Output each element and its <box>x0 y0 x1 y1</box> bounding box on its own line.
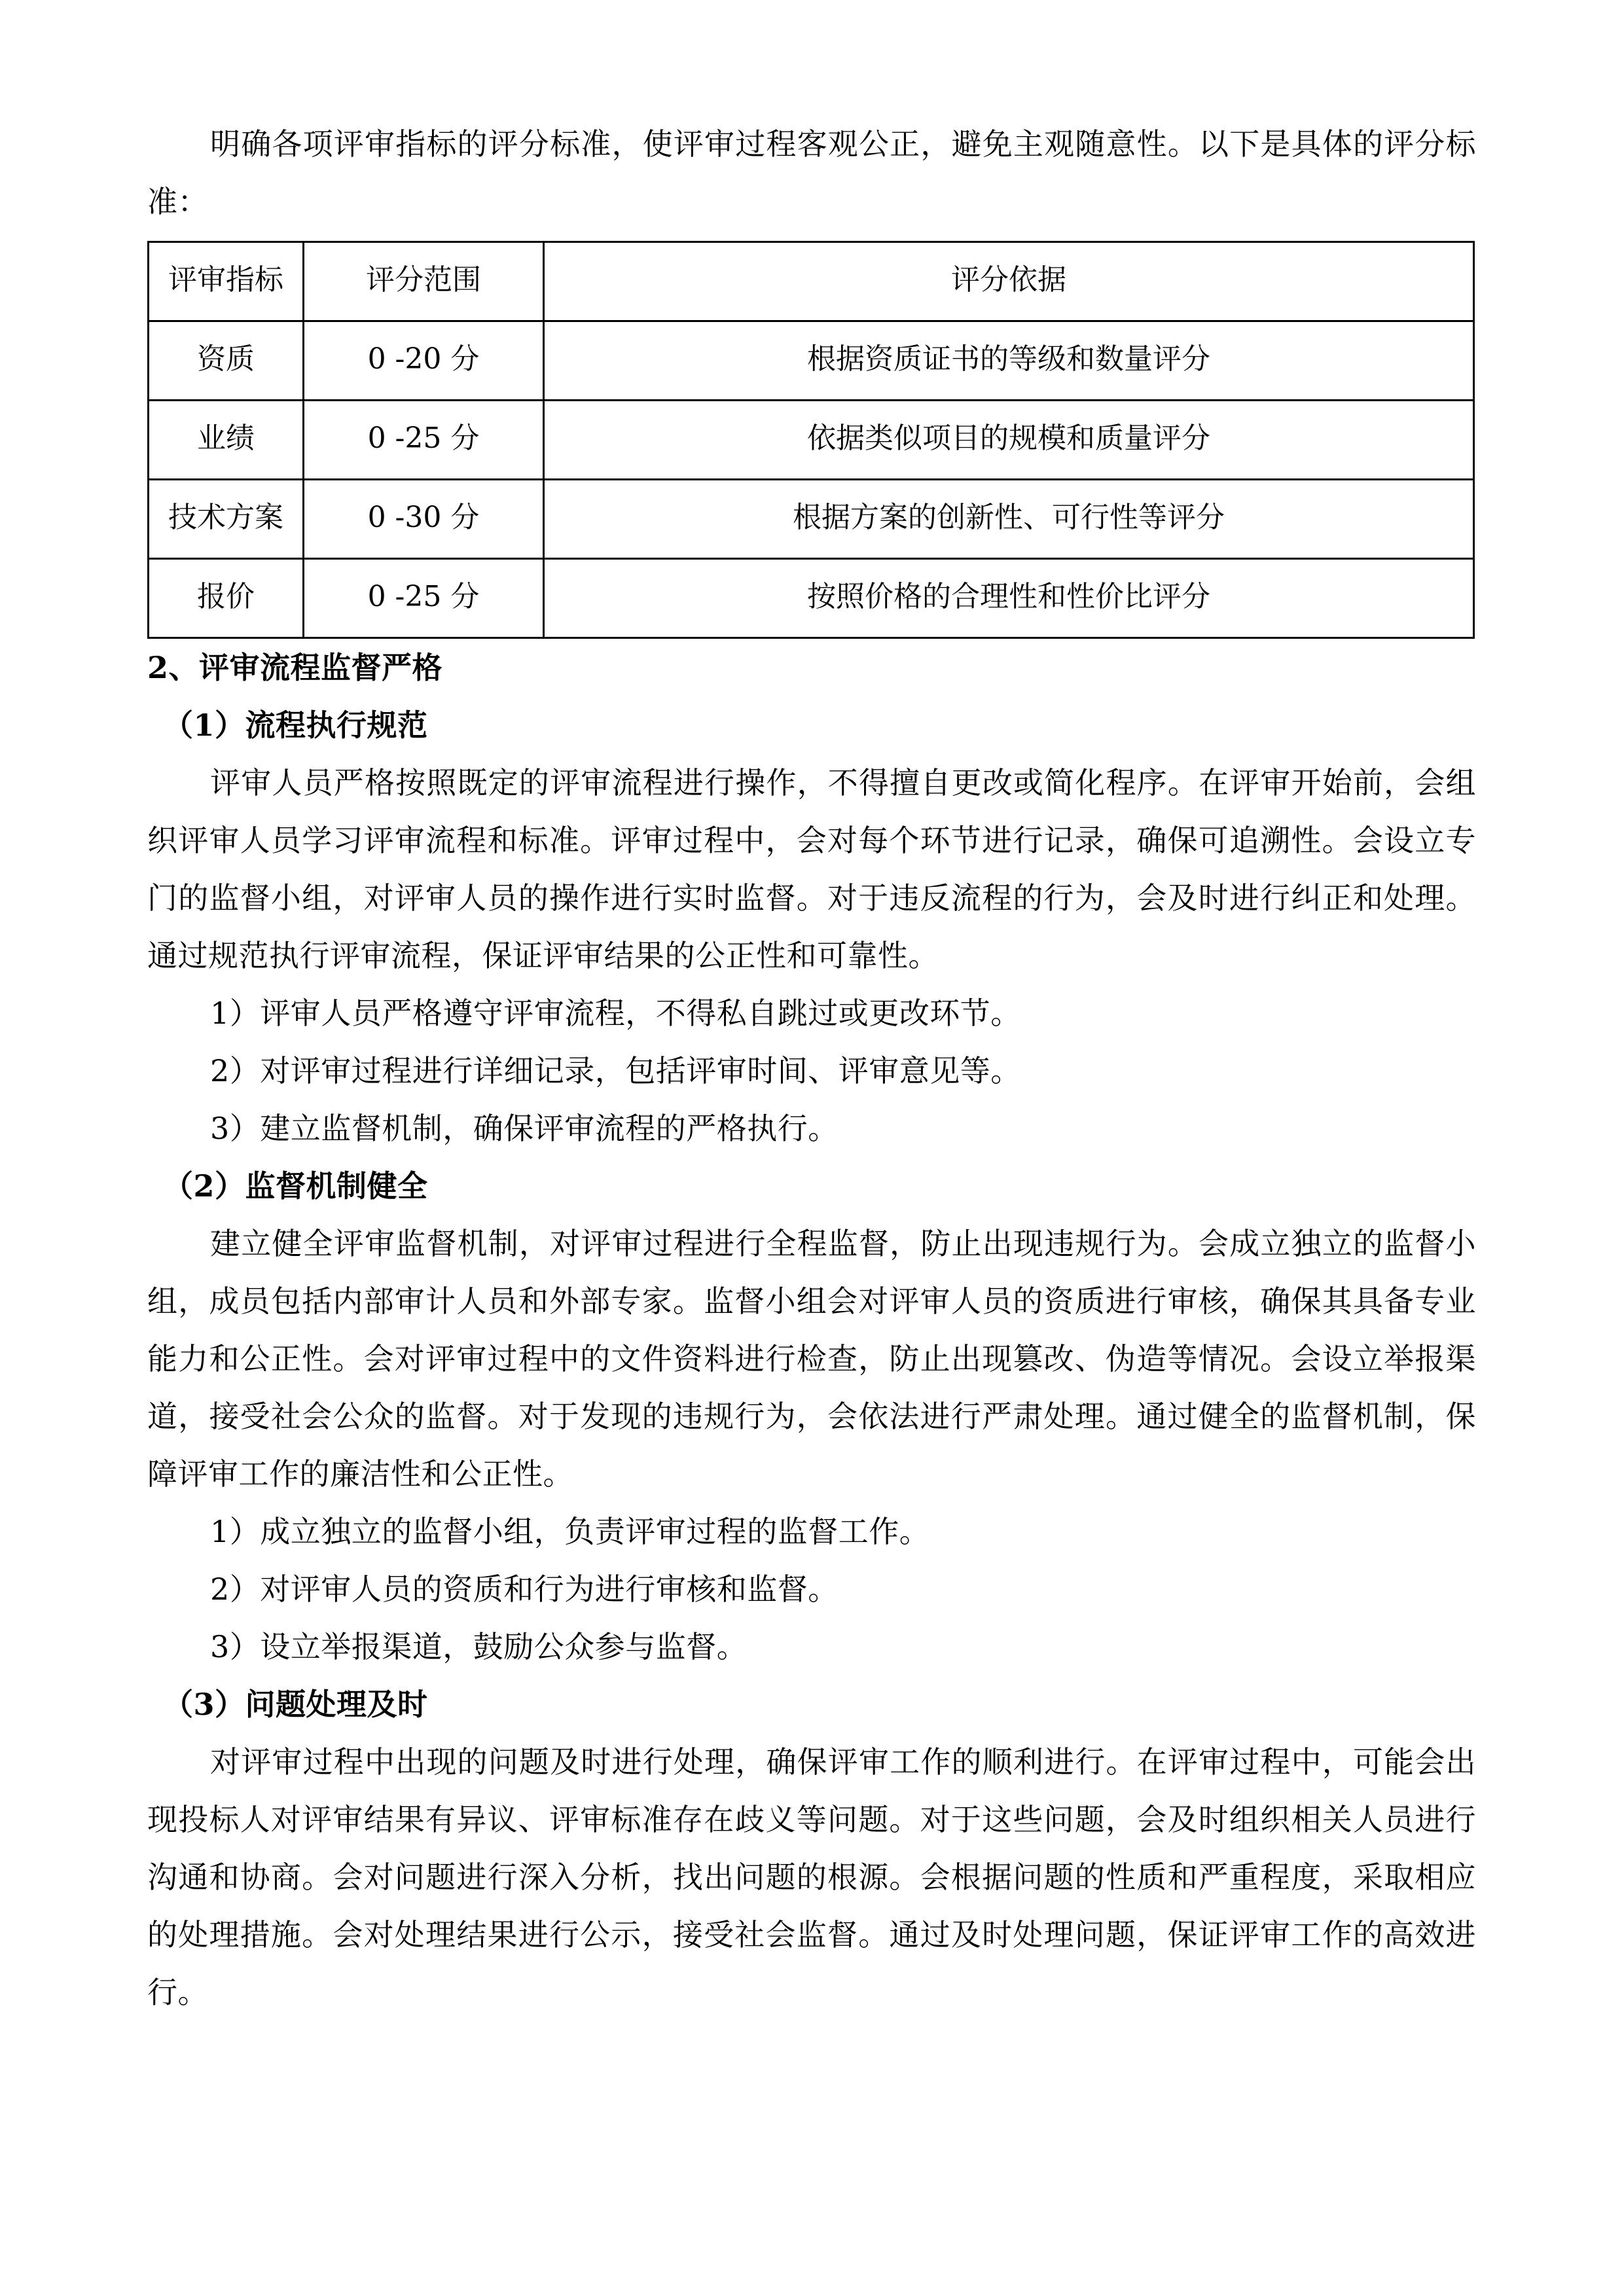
subsection-heading-1: （1）流程执行规范 <box>163 708 428 743</box>
table-cell-basis: 根据方案的创新性、可行性等评分 <box>544 480 1474 559</box>
table-cell-basis: 按照价格的合理性和性价比评分 <box>544 559 1474 638</box>
table-header-cell-range: 评分范围 <box>304 242 544 321</box>
list-item: 2）对评审过程进行详细记录，包括评审时间、评审意见等。 <box>210 1053 1021 1088</box>
table-row <box>149 401 1474 480</box>
section-heading-2: 2、评审流程监督严格 <box>147 650 443 685</box>
table-row <box>149 480 1474 559</box>
table-header-cell-basis: 评分依据 <box>544 242 1474 321</box>
table-cell-range: 0 -20 分 <box>304 321 544 401</box>
subsection-heading-2: （2）监督机制健全 <box>163 1168 428 1204</box>
table-header-row <box>149 242 1474 321</box>
table-cell-range: 0 -25 分 <box>304 401 544 480</box>
table-cell-range: 0 -30 分 <box>304 480 544 559</box>
subsection-1-paragraph: 评审人员严格按照既定的评审流程进行操作，不得擅自更改或简化程序。在评审开始前，会组织评审人员学习评审流程和标准。评审过程中，会对每个环节进行记录，确保可追溯性。会设立专门的监督小组，对评审人员的操作进行实时监督。对于违反流程的行为，会及时进行纠正和处理。通过规范执行评审流程，保证评审结果的公正性和可靠性。 <box>147 765 1476 973</box>
list-item: 2）对评审人员的资质和行为进行审核和监督。 <box>210 1571 839 1607</box>
scoring-criteria-table <box>147 241 1475 639</box>
table-row <box>149 321 1474 401</box>
table-cell-basis: 根据资质证书的等级和数量评分 <box>544 321 1474 401</box>
list-item: 3）建立监督机制，确保评审流程的严格执行。 <box>210 1111 839 1146</box>
table-row <box>149 559 1474 638</box>
list-item: 1）评审人员严格遵守评审流程，不得私自跳过或更改环节。 <box>210 996 1021 1031</box>
subsection-2-paragraph: 建立健全评审监督机制，对评审过程进行全程监督，防止出现违规行为。会成立独立的监督小组，成员包括内部审计人员和外部专家。监督小组会对评审人员的资质进行审核，确保其具备专业能力和公正性。会对评审过程中的文件资料进行检查，防止出现篡改、伪造等情况。会设立举报渠道，接受社会公众的监督。对于发现的违规行为，会依法进行严肃处理。通过健全的监督机制，保障评审工作的廉洁性和公正性。 <box>147 1226 1476 1492</box>
table-cell-basis: 依据类似项目的规模和质量评分 <box>544 401 1474 480</box>
list-item: 3）设立举报渠道，鼓励公众参与监督。 <box>210 1629 748 1664</box>
subsection-3-paragraph: 对评审过程中出现的问题及时进行处理，确保评审工作的顺利进行。在评审过程中，可能会出现投标人对评审结果有异议、评审标准存在歧义等问题。对于这些问题，会及时组织相关人员进行沟通和协商。会对问题进行深入分析，找出问题的根源。会根据问题的性质和严重程度，采取相应的处理措施。会对处理结果进行公示，接受社会监督。通过及时处理问题，保证评审工作的高效进行。 <box>147 1744 1476 2010</box>
table-cell-metric: 业绩 <box>149 401 304 480</box>
table-cell-metric: 技术方案 <box>149 480 304 559</box>
table-header-cell-metric: 评审指标 <box>149 242 304 321</box>
table-cell-metric: 资质 <box>149 321 304 401</box>
list-item: 1）成立独立的监督小组，负责评审过程的监督工作。 <box>210 1514 930 1549</box>
subsection-heading-3: （3）问题处理及时 <box>163 1687 428 1722</box>
intro-paragraph: 明确各项评审指标的评分标准，使评审过程客观公正，避免主观随意性。以下是具体的评分标准： <box>147 126 1476 219</box>
table-cell-range: 0 -25 分 <box>304 559 544 638</box>
table-cell-metric: 报价 <box>149 559 304 638</box>
page-content <box>147 0 1476 2021</box>
